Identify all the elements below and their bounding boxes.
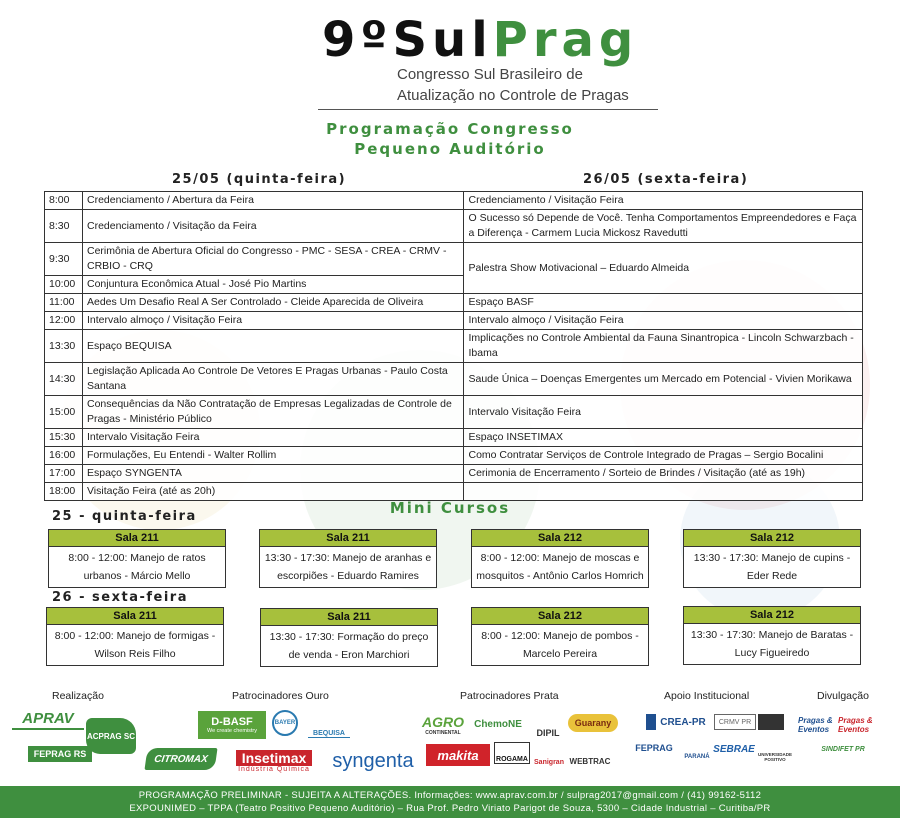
course-room: Sala 211 bbox=[47, 608, 223, 625]
course-room: Sala 211 bbox=[260, 530, 436, 547]
time-cell: 15:00 bbox=[45, 396, 83, 429]
footer-line-1: PROGRAMAÇÃO PRELIMINAR - SUJEITA A ALTERAÇÕES. Informações: www.aprav.com.br / sulprag2017@gmail.com / (41) 99162-5112 bbox=[138, 790, 762, 801]
table-row bbox=[45, 429, 863, 447]
course-description: 13:30 - 17:30: Manejo de cupins - Eder Rede bbox=[693, 552, 851, 582]
subtitle-line-2: Atualização no Controle de Pragas bbox=[397, 87, 629, 104]
time-cell: 16:00 bbox=[45, 447, 83, 465]
course-card bbox=[471, 529, 649, 588]
title-sul: Sul bbox=[392, 12, 493, 68]
crea-pr-logo: CREA-PR bbox=[646, 714, 710, 730]
time-cell: 11:00 bbox=[45, 294, 83, 312]
time-cell: 17:00 bbox=[45, 465, 83, 483]
course-room: Sala 212 bbox=[472, 608, 648, 625]
day2-cell: Palestra Show Motivacional – Eduardo Almeida bbox=[464, 243, 863, 294]
day2-cell: Intervalo almoço / Visitação Feira bbox=[464, 312, 863, 330]
day1-cell: Espaço SYNGENTA bbox=[82, 465, 464, 483]
day2-cell: Implicações no Controle Ambiental da Fauna Sinantropica - Lincoln Schwarzbach - Ibama bbox=[464, 330, 863, 363]
course-card bbox=[48, 529, 226, 588]
crmv-pr-logo: CRMV PR bbox=[714, 714, 756, 730]
makita-logo: makita bbox=[426, 744, 490, 766]
feprag-logo: FEPRAG bbox=[635, 743, 673, 753]
day2-cell: O Sucesso só Depende de Você. Tenha Comportamentos Empreendedores e Faça a Diferença - Carmem Lucia Mickosz Ravedutti bbox=[464, 210, 863, 243]
mini-day1-label: 25 - quinta-feira bbox=[52, 509, 197, 524]
time-cell: 18:00 bbox=[45, 483, 83, 501]
day1-heading: 25/05 (quinta-feira) bbox=[172, 172, 347, 187]
course-card bbox=[683, 529, 861, 588]
program-title-line-2: Pequeno Auditório bbox=[354, 140, 546, 158]
parana-logo: PARANÁ bbox=[684, 754, 710, 760]
day2-cell: Espaço BASF bbox=[464, 294, 863, 312]
course-description: 13:30 - 17:30: Manejo de Baratas - Lucy Figueiredo bbox=[690, 629, 854, 659]
day1-cell: Intervalo almoço / Visitação Feira bbox=[82, 312, 464, 330]
day2-cell bbox=[464, 483, 863, 501]
positivo-logo: UNIVERSIDADE POSITIVO bbox=[758, 752, 793, 762]
table-row bbox=[45, 243, 863, 276]
table-row bbox=[45, 483, 863, 501]
day1-cell: Visitação Feira (até as 20h) bbox=[82, 483, 464, 501]
sponsor-category-apoio: Apoio Institucional bbox=[664, 690, 750, 702]
day1-cell: Conjuntura Econômica Atual - José Pio Martins bbox=[82, 276, 464, 294]
day1-cell: Aedes Um Desafio Real A Ser Controlado - Cleide Aparecida de Oliveira bbox=[82, 294, 464, 312]
agro-logo-sub: CONTINENTAL bbox=[425, 730, 461, 736]
bequisa-logo: BEQUISA bbox=[308, 712, 350, 738]
course-card bbox=[259, 529, 437, 588]
mini-day2-label: 26 - sexta-feira bbox=[52, 590, 188, 605]
time-cell: 12:00 bbox=[45, 312, 83, 330]
course-card bbox=[46, 607, 224, 666]
footer bbox=[0, 786, 900, 818]
course-card bbox=[683, 606, 861, 665]
day1-cell: Cerimônia de Abertura Oficial do Congresso - PMC - SESA - CREA - CRMV - CRBIO - CRQ bbox=[82, 243, 464, 276]
day2-heading: 26/05 (sexta-feira) bbox=[583, 172, 749, 187]
course-description: 13:30 - 17:30: Manejo de aranhas e escorpiões - Eduardo Ramires bbox=[264, 552, 432, 582]
insetimax-logo-text: Insetimax bbox=[236, 750, 313, 766]
webtrac-logo: WEBTRAC bbox=[569, 757, 611, 766]
subtitle-line-1: Congresso Sul Brasileiro de bbox=[397, 66, 583, 83]
title-prag: Prag bbox=[492, 12, 639, 68]
insetimax-logo-tagline: Indústria Química bbox=[238, 765, 310, 773]
day2-cell: Intervalo Visitação Feira bbox=[464, 396, 863, 429]
pragas-eventos-logo: Pragas & Eventos bbox=[798, 716, 833, 734]
agro-continental-logo bbox=[420, 712, 466, 738]
table-row bbox=[45, 330, 863, 363]
time-cell: 8:00 bbox=[45, 192, 83, 210]
time-cell: 15:30 bbox=[45, 429, 83, 447]
basf-logo-tagline: We create chemistry bbox=[206, 728, 258, 734]
day1-cell: Credenciamento / Visitação da Feira bbox=[82, 210, 464, 243]
course-description: 8:00 - 12:00: Manejo de moscas e mosquitos - Antônio Carlos Homrich bbox=[476, 552, 644, 582]
agro-logo-text: AGRO bbox=[422, 714, 464, 730]
pragas-eventos-logo-2: Pragas & Eventos bbox=[838, 716, 873, 734]
syngenta-logo: syngenta bbox=[332, 749, 414, 772]
day2-cell: Saude Única – Doenças Emergentes um Mercado em Potencial - Vivien Morikawa bbox=[464, 363, 863, 396]
citromax-logo: CITROMAX bbox=[144, 748, 217, 770]
time-cell: 13:30 bbox=[45, 330, 83, 363]
guarany-logo: Guarany bbox=[568, 714, 618, 732]
sindifet-logo: SINDIFET PR bbox=[821, 745, 865, 753]
sebrae-logo: SEBRAE bbox=[713, 743, 755, 755]
day1-cell: Legislação Aplicada Ao Controle De Vetores E Pragas Urbanas - Paulo Costa Santana bbox=[82, 363, 464, 396]
day2-cell: Credenciamento / Visitação Feira bbox=[464, 192, 863, 210]
aprav-logo: APRAV bbox=[12, 708, 84, 730]
sanigran-logo: Sanigran bbox=[534, 759, 564, 766]
time-cell: 10:00 bbox=[45, 276, 83, 294]
title-number: 9º bbox=[322, 12, 393, 68]
table-row bbox=[45, 447, 863, 465]
course-room: Sala 212 bbox=[684, 530, 860, 547]
footer-line-2: EXPOUNIMED – TPPA (Teatro Positivo Pequeno Auditório) – Rua Prof. Pedro Viriato Parigot de Souza, 5300 – Cidade Industrial – Curitiba/PR bbox=[129, 803, 771, 814]
day1-cell: Formulações, Eu Entendi - Walter Rollim bbox=[82, 447, 464, 465]
course-description: 8:00 - 12:00: Manejo de ratos urbanos - Márcio Mello bbox=[68, 552, 206, 582]
rogama-logo: ROGAMA bbox=[494, 742, 530, 764]
program-title bbox=[0, 119, 900, 159]
sponsor-category-realizacao: Realização bbox=[52, 690, 104, 702]
time-cell: 14:30 bbox=[45, 363, 83, 396]
program-title-line-1: Programação Congresso bbox=[326, 120, 574, 138]
day1-cell: Consequências da Não Contratação de Empresas Legalizadas de Controle de Pragas - Ministério Público bbox=[82, 396, 464, 429]
insetimax-logo bbox=[222, 746, 326, 776]
day1-cell: Intervalo Visitação Feira bbox=[82, 429, 464, 447]
day2-cell: Cerimonia de Encerramento / Sorteio de Brindes / Visitação (até as 19h) bbox=[464, 465, 863, 483]
basf-logo bbox=[198, 711, 266, 739]
table-row bbox=[45, 210, 863, 243]
course-description: 8:00 - 12:00: Manejo de pombos - Marcelo Pereira bbox=[481, 630, 639, 660]
mini-cursos-title: Mini Cursos bbox=[389, 499, 511, 517]
table-row bbox=[45, 192, 863, 210]
course-card bbox=[260, 608, 438, 667]
time-cell: 8:30 bbox=[45, 210, 83, 243]
course-description: 13:30 - 17:30: Formação do preço de venda - Eron Marchiori bbox=[269, 631, 429, 661]
course-room: Sala 212 bbox=[684, 607, 860, 624]
day1-cell: Espaço BEQUISA bbox=[82, 330, 464, 363]
table-row bbox=[45, 294, 863, 312]
table-row bbox=[45, 396, 863, 429]
table-row bbox=[45, 312, 863, 330]
acprag-logo: ACPRAG SC bbox=[86, 718, 136, 754]
day2-cell: Como Contratar Serviços de Controle Integrado de Pragas – Sergio Bocalini bbox=[464, 447, 863, 465]
day2-cell: Espaço INSETIMAX bbox=[464, 429, 863, 447]
course-room: Sala 211 bbox=[49, 530, 225, 547]
table-row bbox=[45, 363, 863, 396]
sponsor-category-divulgacao: Divulgação bbox=[817, 690, 869, 702]
chemone-logo: ChemoNE bbox=[474, 718, 522, 730]
course-card bbox=[471, 607, 649, 666]
schedule-table bbox=[44, 191, 863, 501]
event-title bbox=[322, 12, 662, 68]
sponsor-category-prata: Patrocinadores Prata bbox=[460, 690, 559, 702]
event-subtitle bbox=[397, 64, 677, 106]
bayer-logo: BAYER bbox=[272, 710, 298, 736]
fepragrs-logo: FEPRAG RS bbox=[28, 746, 92, 762]
basf-logo-text: D-BASF bbox=[211, 716, 253, 728]
course-room: Sala 211 bbox=[261, 609, 437, 626]
course-room: Sala 212 bbox=[472, 530, 648, 547]
table-row bbox=[45, 465, 863, 483]
dipil-logo: DIPIL bbox=[536, 728, 560, 738]
sponsor-category-ouro: Patrocinadores Ouro bbox=[232, 690, 329, 702]
course-description: 8:00 - 12:00: Manejo de formigas - Wilson Reis Filho bbox=[54, 630, 216, 660]
time-cell: 9:30 bbox=[45, 243, 83, 276]
day1-cell: Credenciamento / Abertura da Feira bbox=[82, 192, 464, 210]
title-divider bbox=[318, 109, 658, 110]
crbio-logo bbox=[758, 714, 784, 730]
